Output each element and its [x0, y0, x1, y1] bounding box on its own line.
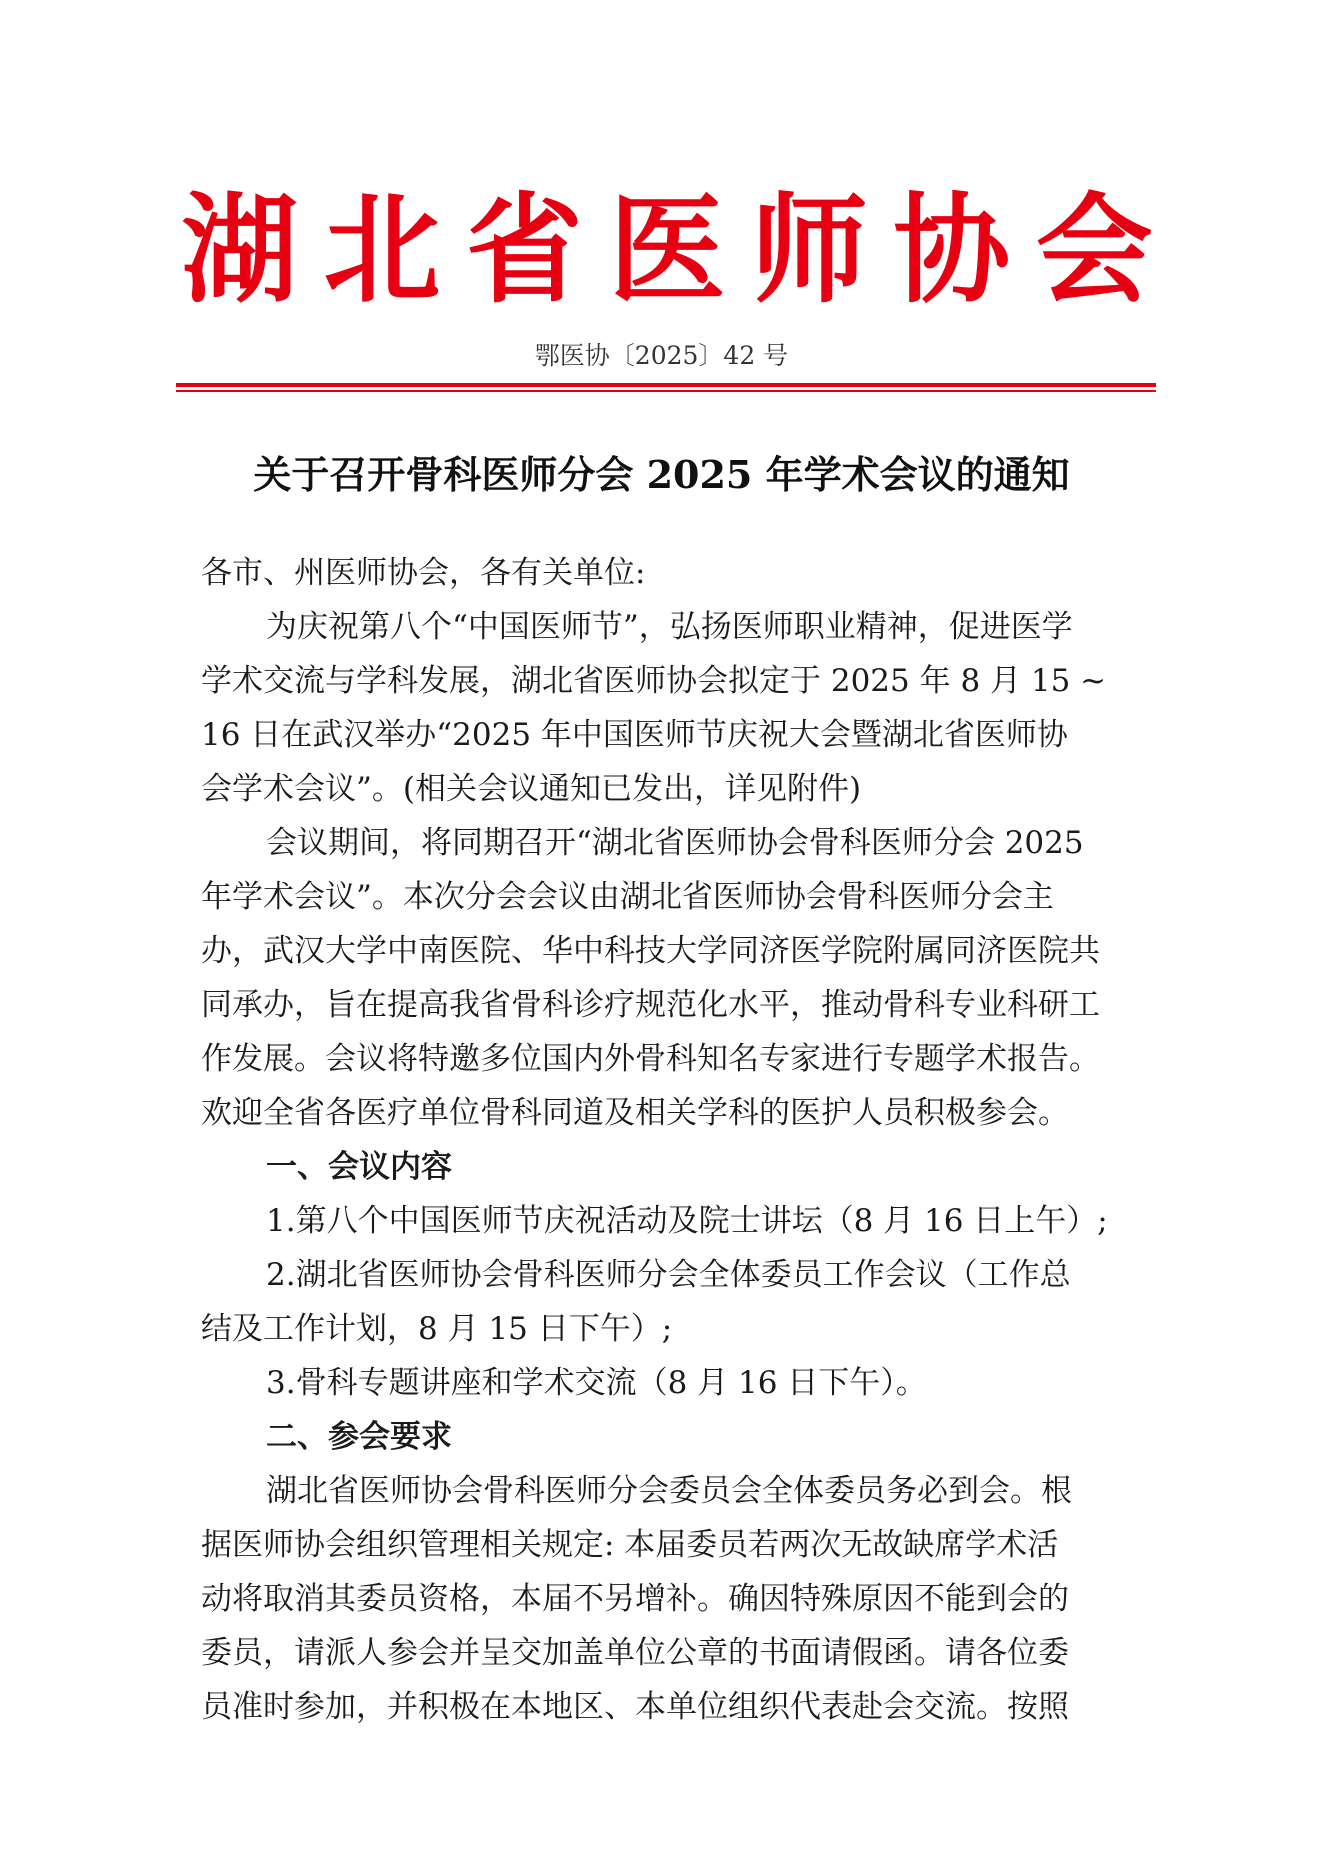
paragraph-3-line-4: 委员，请派人参会并呈交加盖单位公章的书面请假函。请各位委: [201, 1635, 1069, 1671]
list-item-2-line-1: 2.湖北省医师协会骨科医师分会全体委员工作会议（工作总: [266, 1257, 1071, 1293]
org-header-title: 湖北省医师协会: [181, 181, 1179, 319]
paragraph-1-line-4: 会学术会议”。(相关会议通知已发出，详见附件): [201, 771, 862, 807]
paragraph-1-line-3: 16 日在武汉举办“2025 年中国医师节庆祝大会暨湖北省医师协: [201, 717, 1068, 753]
section-heading-2: 二、参会要求: [266, 1419, 452, 1455]
red-divider-thin: [176, 390, 1156, 392]
paragraph-1-line-1: 为庆祝第八个“中国医师节”，弘扬医师职业精神，促进医学: [266, 609, 1073, 645]
paragraph-3-line-5: 员准时参加，并积极在本地区、本单位组织代表赴会交流。按照: [201, 1689, 1069, 1725]
paragraph-3-line-1: 湖北省医师协会骨科医师分会委员会全体委员务必到会。根: [266, 1473, 1072, 1509]
paragraph-3-line-2: 据医师协会组织管理相关规定: 本届委员若两次无故缺席学术活: [201, 1527, 1059, 1563]
paragraph-2-line-1: 会议期间，将同期召开“湖北省医师协会骨科医师分会 2025: [266, 825, 1084, 861]
red-divider-thick: [176, 383, 1156, 387]
paragraph-3-line-3: 动将取消其委员资格，本届不另增补。确因特殊原因不能到会的: [201, 1581, 1069, 1617]
list-item-2-line-2: 结及工作计划，8 月 15 日下午）;: [201, 1311, 673, 1347]
paragraph-2-line-5: 作发展。会议将特邀多位国内外骨科知名专家进行专题学术报告。: [201, 1041, 1100, 1077]
list-item-1: 1.第八个中国医师节庆祝活动及院士讲坛（8 月 16 日上午）;: [266, 1203, 1108, 1239]
salutation: 各市、州医师协会，各有关单位:: [201, 555, 646, 591]
paragraph-2-line-4: 同承办，旨在提高我省骨科诊疗规范化水平，推动骨科专业科研工: [201, 987, 1100, 1023]
paragraph-2-line-3: 办，武汉大学中南医院、华中科技大学同济医学院附属同济医院共: [201, 933, 1100, 969]
notice-title: 关于召开骨科医师分会 2025 年学术会议的通知: [253, 452, 1070, 497]
list-item-3: 3.骨科专题讲座和学术交流（8 月 16 日下午）。: [266, 1365, 927, 1401]
section-heading-1: 一、会议内容: [266, 1149, 452, 1185]
paragraph-2-line-2: 年学术会议”。本次分会会议由湖北省医师协会骨科医师分会主: [201, 879, 1054, 915]
document-number: 鄂医协〔2025〕42 号: [534, 341, 789, 370]
paragraph-2-line-6: 欢迎全省各医疗单位骨科同道及相关学科的医护人员积极参会。: [201, 1095, 1069, 1131]
paragraph-1-line-2: 学术交流与学科发展，湖北省医师协会拟定于 2025 年 8 月 15 ~: [201, 663, 1107, 699]
